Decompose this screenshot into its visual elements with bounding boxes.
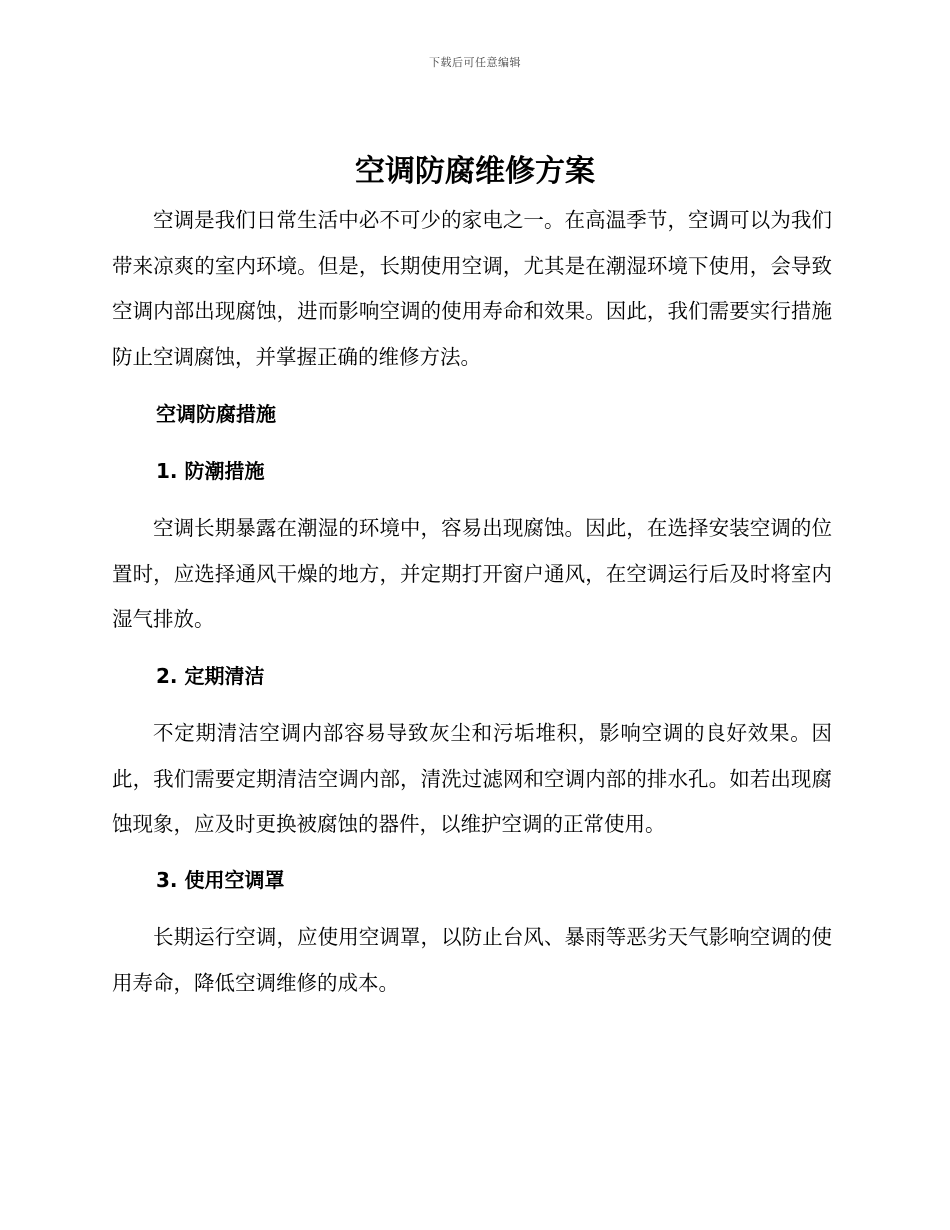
item-2-heading: 2. 定期清洁 — [156, 664, 265, 688]
item-2-heading-block — [112, 661, 832, 691]
section-heading: 空调防腐措施 — [156, 402, 276, 426]
document-title: 空调防腐维修方案 — [355, 154, 595, 189]
item-1-body-block — [112, 506, 832, 643]
item-3-body: 长期运行空调，应使用空调罩，以防止台风、暴雨等恶劣天气影响空调的使用寿命，降低空调维修的成本。 — [112, 925, 832, 995]
item-3-heading-block — [112, 865, 832, 895]
item-1-heading: 1. 防潮措施 — [156, 459, 265, 483]
header-note: 下载后可任意编辑 — [429, 56, 521, 69]
intro-block — [112, 198, 832, 380]
intro-paragraph: 空调是我们日常生活中必不可少的家电之一。在高温季节，空调可以为我们带来凉爽的室内环境。但是，长期使用空调，尤其是在潮湿环境下使用，会导致空调内部出现腐蚀，进而影响空调的使用寿命和效果。因此，我们需要实行措施防止空调腐蚀，并掌握正确的维修方法。 — [112, 208, 832, 369]
item-1-body: 空调长期暴露在潮湿的环境中，容易出现腐蚀。因此，在选择安装空调的位置时，应选择通风干燥的地方，并定期打开窗户通风，在空调运行后及时将室内湿气排放。 — [112, 516, 832, 631]
item-2-body-block — [112, 711, 832, 848]
item-3-body-block — [112, 915, 832, 1006]
section-heading-block — [112, 399, 832, 429]
item-1-heading-block — [112, 456, 832, 486]
item-3-heading: 3. 使用空调罩 — [156, 868, 285, 892]
item-2-body: 不定期清洁空调内部容易导致灰尘和污垢堆积，影响空调的良好效果。因此，我们需要定期清洁空调内部，清洗过滤网和空调内部的排水孔。如若出现腐蚀现象，应及时更换被腐蚀的器件，以维护空调的正常使用。 — [112, 721, 832, 836]
